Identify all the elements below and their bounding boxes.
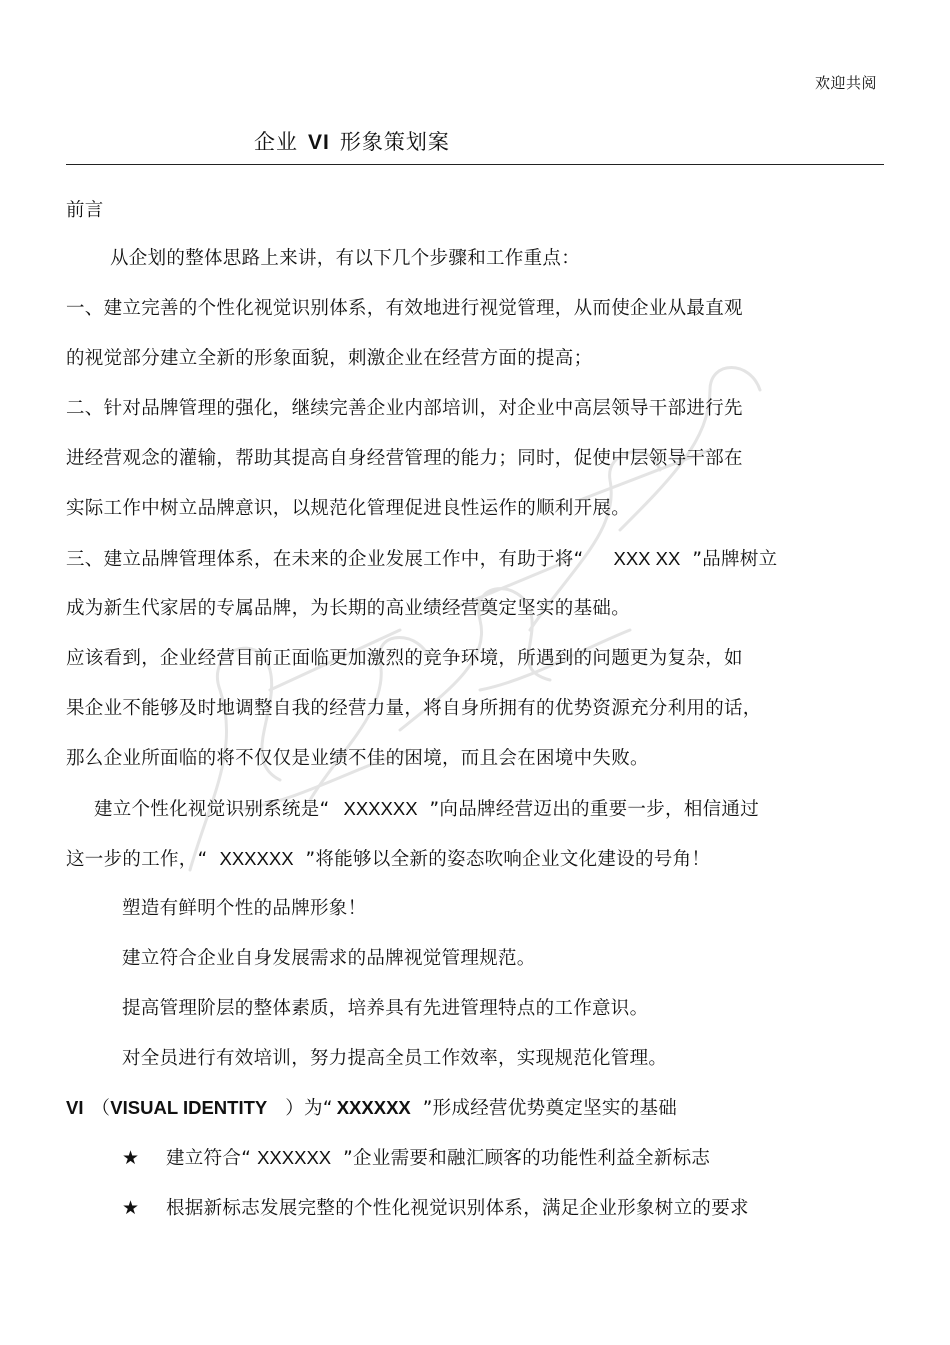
goal-item: 提高管理阶层的整体素质，培养具有先进管理特点的工作意识。 xyxy=(122,998,649,1019)
bullet-item xyxy=(122,1146,710,1171)
star-icon: ★ xyxy=(122,1197,140,1219)
bullet-text: 根据新标志发展完整的个性化视觉识别体系，满足企业形象树立的要求 xyxy=(166,1198,749,1219)
brand-placeholder: XXXXXX xyxy=(257,1147,332,1168)
paragraph-3-line-2 xyxy=(66,847,710,872)
item-three-line-2: 成为新生代家居的专属品牌，为长期的高业绩经营奠定坚实的基础。 xyxy=(66,598,631,619)
title-divider xyxy=(66,164,884,165)
bullet-item xyxy=(122,1196,749,1221)
paren-close: ）为“ xyxy=(285,1098,333,1119)
item-one-line-1: 一、建立完善的个性化视觉识别体系，有效地进行视觉管理，从而使企业从最直观 xyxy=(66,298,743,319)
brand-placeholder: XXXXXX xyxy=(343,798,418,819)
header-note: 欢迎共阅 xyxy=(814,74,877,92)
vi-label: VI xyxy=(66,1097,84,1118)
paragraph-2-line-2: 果企业不能够及时地调整自我的经营力量，将自身所拥有的优势资源充分利用的话， xyxy=(66,698,762,719)
goal-item: 对全员进行有效培训，努力提高全员工作效率，实现规范化管理。 xyxy=(122,1048,668,1069)
page-title xyxy=(254,126,450,156)
bullet-prefix: 建立符合“ xyxy=(166,1148,252,1169)
item-three-suffix: ”品牌树立 xyxy=(692,549,778,570)
paragraph-2-line-3: 那么企业所面临的将不仅仅是业绩不佳的困境，而且会在困境中失败。 xyxy=(66,748,649,769)
item-three-line-1 xyxy=(66,547,777,572)
item-two-line-3: 实际工作中树立品牌意识，以规范化管理促进良性运作的顺利开展。 xyxy=(66,498,631,519)
title-prefix: 企业 xyxy=(254,130,298,154)
brand-placeholder: XXXXXX xyxy=(219,848,294,869)
brand-placeholder: XXX XX xyxy=(613,548,681,569)
preface-heading: 前言 xyxy=(66,200,104,221)
paragraph-3-line-2-prefix: 这一步的工作，“ xyxy=(66,849,208,870)
item-three-prefix: 三、建立品牌管理体系，在未来的企业发展工作中，有助于将“ xyxy=(66,549,584,570)
star-icon: ★ xyxy=(122,1147,140,1169)
title-suffix: 形象策划案 xyxy=(339,130,450,154)
item-two-line-2: 进经营观念的灌输，帮助其提高自身经营管理的能力；同时，促使中层领导干部在 xyxy=(66,448,743,469)
goal-item: 塑造有鲜明个性的品牌形象！ xyxy=(122,898,367,919)
paragraph-3-line-1 xyxy=(94,797,759,822)
paragraph-2-line-1: 应该看到，企业经营目前正面临更加激烈的竞争环境，所遇到的问题更为复杂，如 xyxy=(66,648,743,669)
item-one-line-2: 的视觉部分建立全新的形象面貌，刺激企业在经营方面的提高； xyxy=(66,348,593,369)
intro-text: 从企划的整体思路上来讲，有以下几个步骤和工作重点： xyxy=(110,248,581,269)
paragraph-3-prefix: 建立个性化视觉识别系统是“ xyxy=(94,799,330,820)
paren-open: （ xyxy=(91,1098,111,1119)
vi-statement xyxy=(66,1096,677,1121)
paragraph-3-suffix: ”向品牌经营迈出的重要一步，相信通过 xyxy=(429,799,760,820)
goal-item: 建立符合企业自身发展需求的品牌视觉管理规范。 xyxy=(122,948,536,969)
brand-placeholder: XXXXXX xyxy=(336,1097,411,1118)
item-two-line-1: 二、针对品牌管理的强化，继续完善企业内部培训，对企业中高层领导干部进行先 xyxy=(66,398,743,419)
visual-identity-label: VISUAL IDENTITY xyxy=(110,1097,268,1118)
vi-statement-suffix: ”形成经营优势奠定坚实的基础 xyxy=(422,1098,678,1119)
title-vi: VI xyxy=(308,131,330,154)
paragraph-3-line-2-suffix: ”将能够以全新的姿态吹响企业文化建设的号角！ xyxy=(305,849,711,870)
bullet-suffix: ”企业需要和融汇顾客的功能性利益全新标志 xyxy=(343,1148,711,1169)
